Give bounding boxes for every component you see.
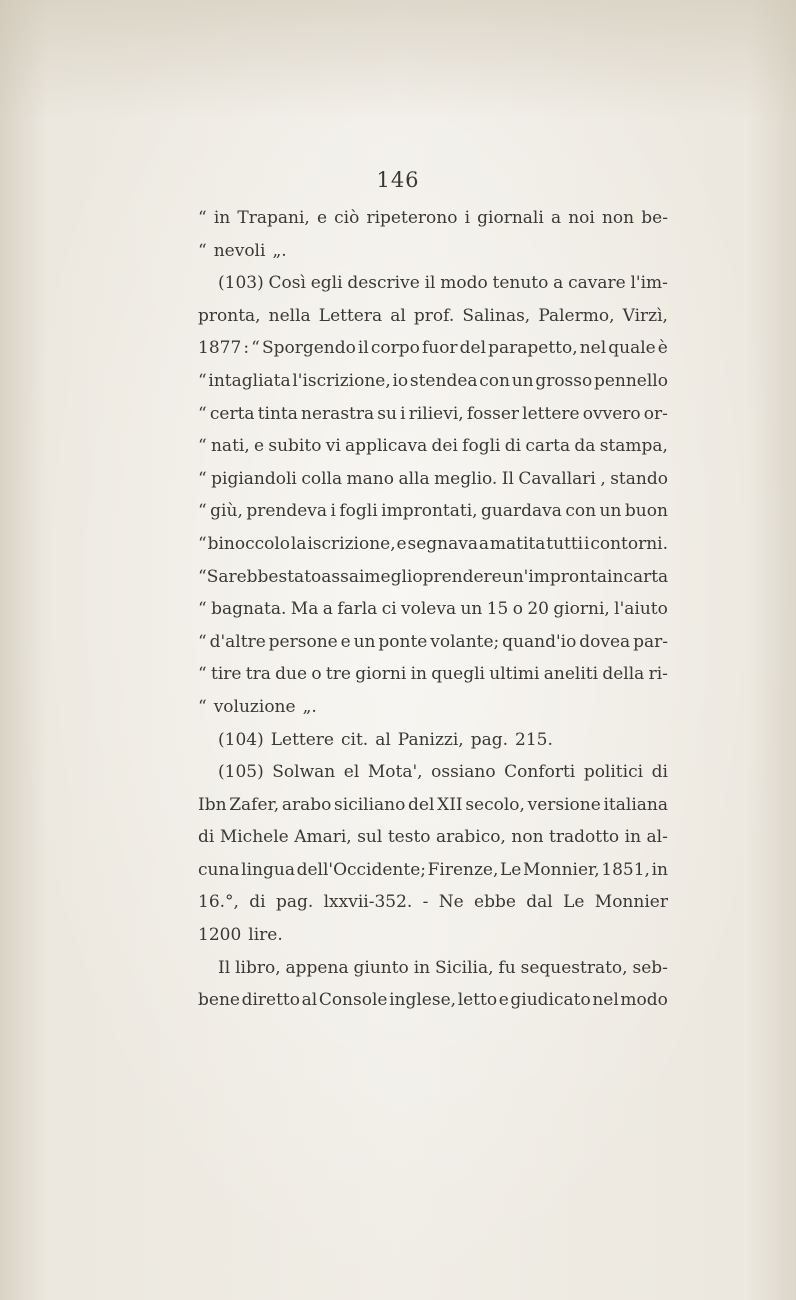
text-line: “ certa tinta nerastra su i rilievi, fosser lettere ovvero or- (198, 403, 668, 424)
text-line: (104) Lettere cit. al Panizzi, pag. 215. (218, 729, 553, 750)
text-line: “ in Trapani, e ciò ripeterono i giornali a noi non be- (198, 208, 668, 228)
text-line: “ d'altre persone e un ponte volante; quand'io dovea par- (198, 631, 668, 652)
body-text (198, 202, 668, 1017)
text-line: di Michele Amari, sul testo arabico, non tradotto in al- (198, 827, 668, 848)
text-line: “ pigiandoli colla mano alla meglio. Il Cavallari , stando (198, 468, 668, 489)
text-line: “ tire tra due o tre giorni in quegli ultimi aneliti della ri- (198, 664, 668, 685)
text-line: “ bagnata. Ma a farla ci voleva un 15 o 20 giorni, l'aiuto (198, 599, 668, 620)
text-line: 1200 lire. (198, 925, 283, 946)
text-line: “ binoccolo la iscrizione, e segnava a matita tutti i contorni. (198, 533, 668, 554)
page-number: 146 (376, 168, 420, 192)
text-line: “ nevoli „. (198, 240, 287, 261)
text-line: “ intagliata l'iscrizione, io stendea con un grosso pennello (198, 370, 668, 391)
text-line: “ nati, e subito vi applicava dei fogli di carta da stampa, (198, 436, 668, 457)
text-line: 1877 : “ Sporgendo il corpo fuor del parapetto, nel quale è (198, 338, 668, 359)
text-line: pronta, nella Lettera al prof. Salinas, Palermo, Virzì, (198, 305, 668, 326)
text-line: 16.°, di pag. lxxvii-352. - Ne ebbe dal Le Monnier (198, 892, 668, 913)
text-line: “ Sarebbe stato assai meglio prendere un'impronta in carta (198, 566, 669, 587)
text-line: bene diretto al Console inglese, letto e giudicato nel modo (198, 990, 668, 1011)
text-line: cuna lingua dell'Occidente; Firenze, Le Monnier, 1851, in (198, 859, 668, 880)
text-line: (103) Così egli descrive il modo tenuto a cavare l'im- (218, 273, 668, 294)
text-line: Il libro, appena giunto in Sicilia, fu sequestrato, seb- (218, 957, 668, 978)
text-line: (105) Solwan el Mota', ossiano Conforti politici di (218, 762, 668, 783)
text-line: Ibn Zafer, arabo siciliano del XII secolo, versione italiana (198, 794, 668, 815)
text-line: “ voluzione „. (198, 696, 317, 717)
text-line: “ giù, prendeva i fogli improntati, guardava con un buon (198, 501, 668, 522)
